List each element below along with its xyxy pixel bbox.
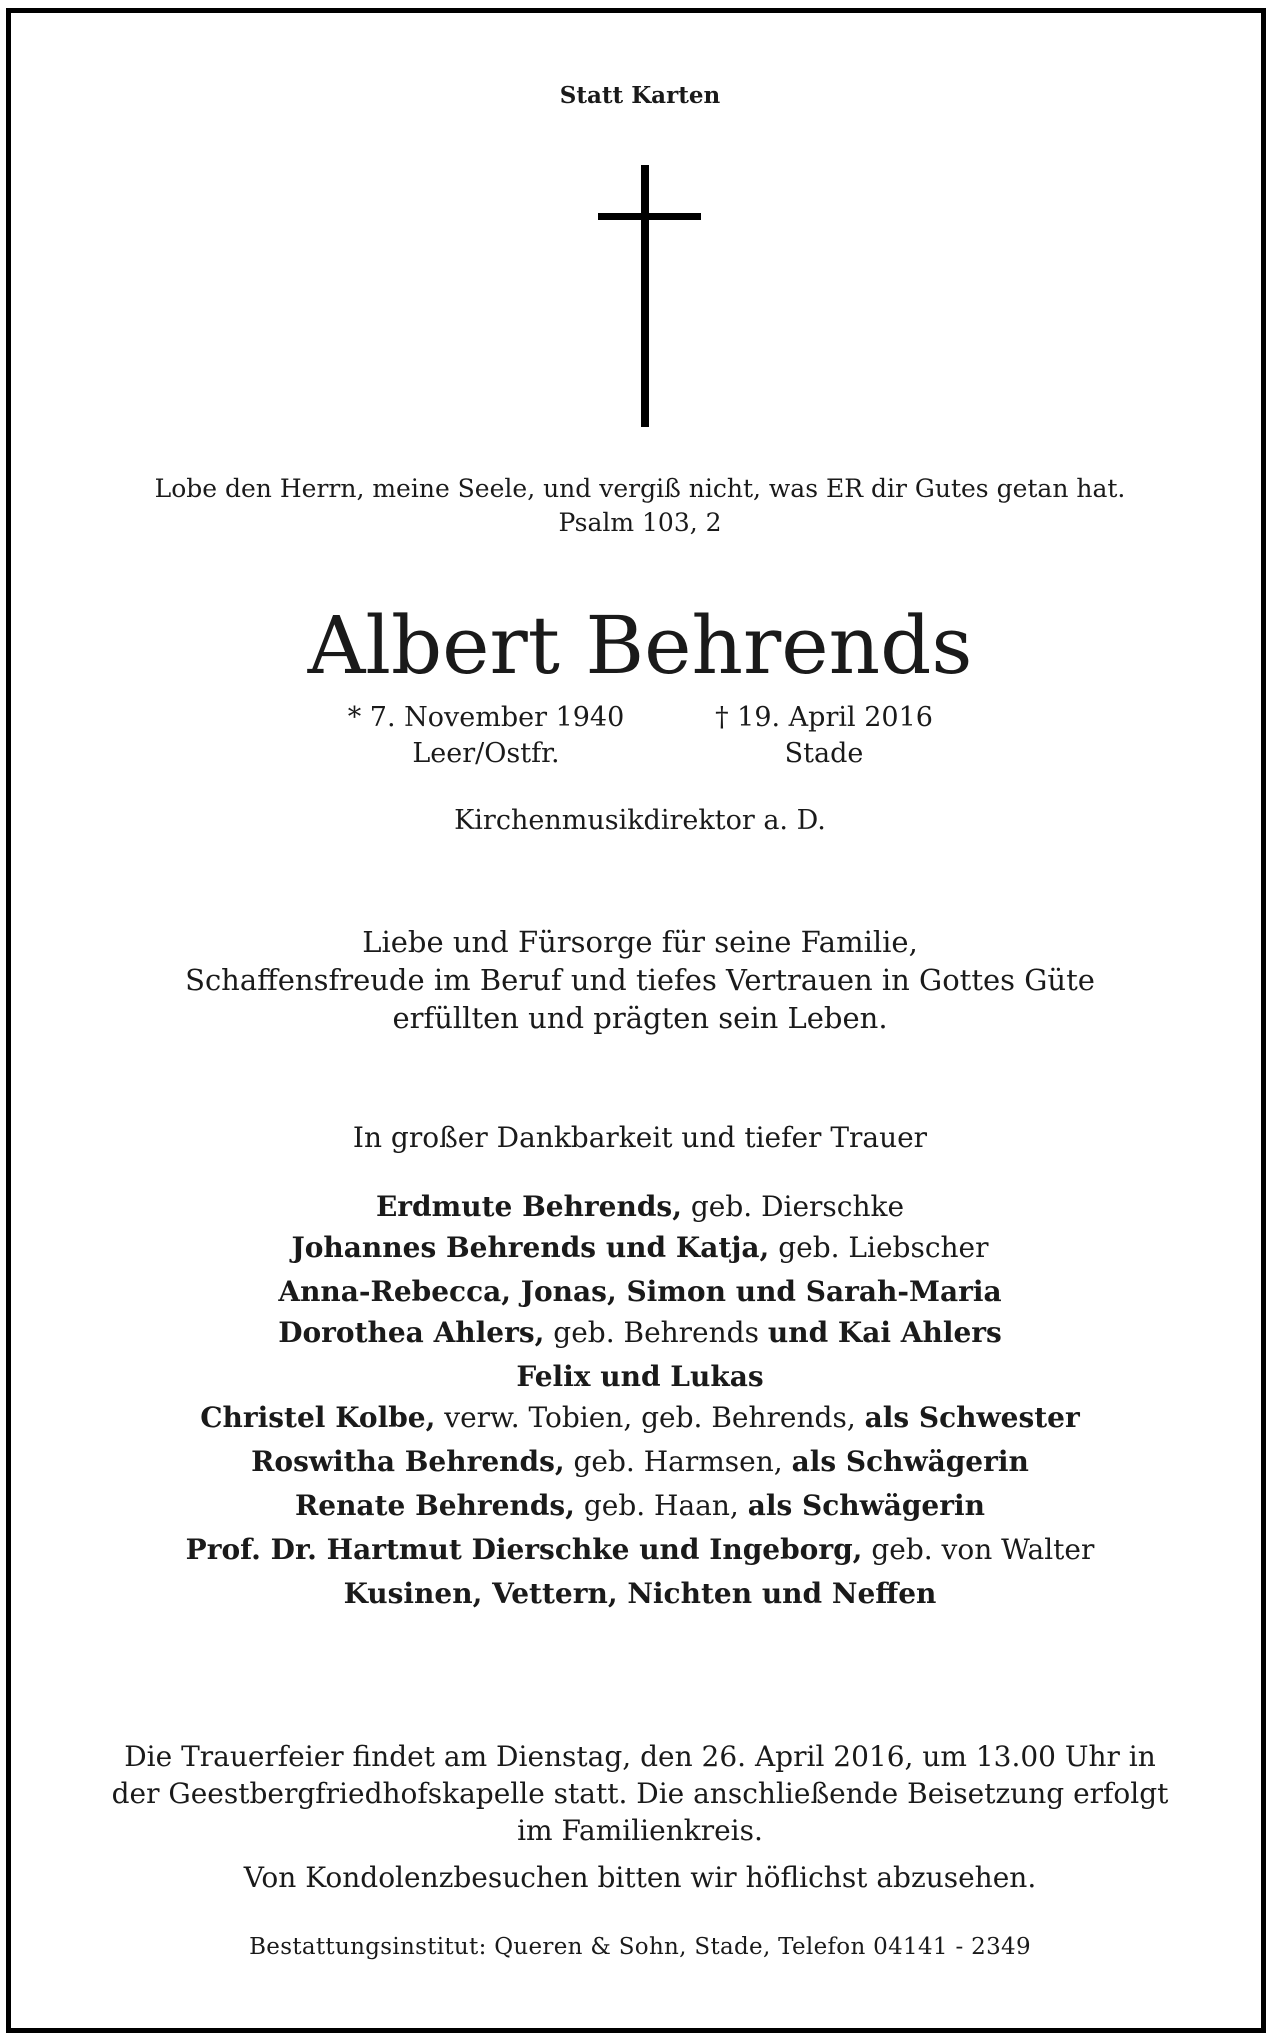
ceremony-line: Die Trauerfeier findet am Dienstag, den 26. April 2016, um 13.00 Uhr in (124, 1740, 1156, 1773)
mourner-name: Felix und Lukas (516, 1360, 764, 1393)
mourner-list (0, 1186, 1280, 1614)
mourner-row (0, 1441, 1280, 1485)
mourner-row (0, 1397, 1280, 1441)
mourner-name: Anna-Rebecca, Jonas, Simon und Sarah-Maria (278, 1275, 1002, 1308)
birth-info (306, 700, 666, 772)
psalm-reference: Psalm 103, 2 (558, 508, 722, 537)
birth-place: Leer/Ostfr. (412, 738, 560, 769)
mourner-relation: als Schwägerin (791, 1445, 1029, 1478)
mourner-detail: geb. Behrends (544, 1316, 768, 1349)
mourner-name: Kusinen, Vettern, Nichten und Neffen (343, 1577, 937, 1610)
mourning-intro: In großer Dankbarkeit und tiefer Trauer (352, 1121, 928, 1154)
condolence-note: Von Kondolenzbesuchen bitten wir höflichst abzusehen. (243, 1861, 1037, 1894)
mourner-name: Christel Kolbe, (200, 1401, 436, 1434)
memorial-quote (0, 923, 1280, 1037)
ceremony-info (0, 1738, 1280, 1849)
mourner-row (0, 1573, 1280, 1614)
quote-line: erfüllten und prägten sein Leben. (392, 1001, 888, 1035)
cross-vertical-bar (641, 165, 649, 427)
death-date: † 19. April 2016 (715, 702, 933, 733)
quote-line: Liebe und Fürsorge für seine Familie, (362, 925, 918, 959)
mourner-detail: geb. von Walter (862, 1533, 1095, 1566)
psalm-verse (0, 472, 1280, 540)
psalm-text: Lobe den Herrn, meine Seele, und vergiß nicht, was ER dir Gutes getan hat. (154, 474, 1126, 503)
quote-line: Schaffensfreude im Beruf und tiefes Vertrauen in Gottes Güte (185, 963, 1095, 997)
mourner-detail: geb. Harmsen, (564, 1445, 792, 1478)
mourner-detail: geb. Dierschke (681, 1190, 905, 1223)
mourner-row (0, 1227, 1280, 1271)
death-place: Stade (784, 738, 864, 769)
deceased-name: Albert Behrends (307, 599, 973, 692)
deceased-title: Kirchenmusikdirektor a. D. (454, 805, 826, 836)
mourner-name: Prof. Dr. Hartmut Dierschke und Ingeborg, (185, 1533, 863, 1566)
mourner-row (0, 1312, 1280, 1356)
death-info (644, 700, 1004, 772)
ceremony-line: im Familienkreis. (517, 1814, 763, 1847)
birth-date: * 7. November 1940 (347, 702, 625, 733)
mourner-name: Erdmute Behrends, (375, 1190, 682, 1223)
mourner-detail: geb. Liebscher (769, 1231, 989, 1264)
mourner-row (0, 1529, 1280, 1573)
mourner-name: Roswitha Behrends, (251, 1445, 565, 1478)
mourner-detail: verw. Tobien, geb. Behrends, (435, 1401, 865, 1434)
mourner-relation: als Schwägerin (747, 1489, 985, 1522)
mourner-row (0, 1271, 1280, 1312)
mourner-row (0, 1485, 1280, 1529)
ceremony-line: der Geestbergfriedhofskapelle statt. Die anschließende Beisetzung erfolgt (111, 1777, 1169, 1810)
mourner-detail: geb. Haan, (574, 1489, 748, 1522)
cross-horizontal-bar (598, 213, 701, 220)
mourner-row (0, 1356, 1280, 1397)
mourner-name: Johannes Behrends und Katja, (291, 1231, 770, 1264)
funeral-home-info: Bestattungsinstitut: Queren & Sohn, Stade, Telefon 04141 - 2349 (249, 1934, 1031, 1960)
mourner-name: Dorothea Ahlers, (278, 1316, 545, 1349)
statt-karten-label: Statt Karten (559, 82, 721, 109)
mourner-row (0, 1186, 1280, 1227)
mourner-relation: und Kai Ahlers (767, 1316, 1002, 1349)
mourner-relation: als Schwester (864, 1401, 1080, 1434)
mourner-name: Renate Behrends, (294, 1489, 575, 1522)
